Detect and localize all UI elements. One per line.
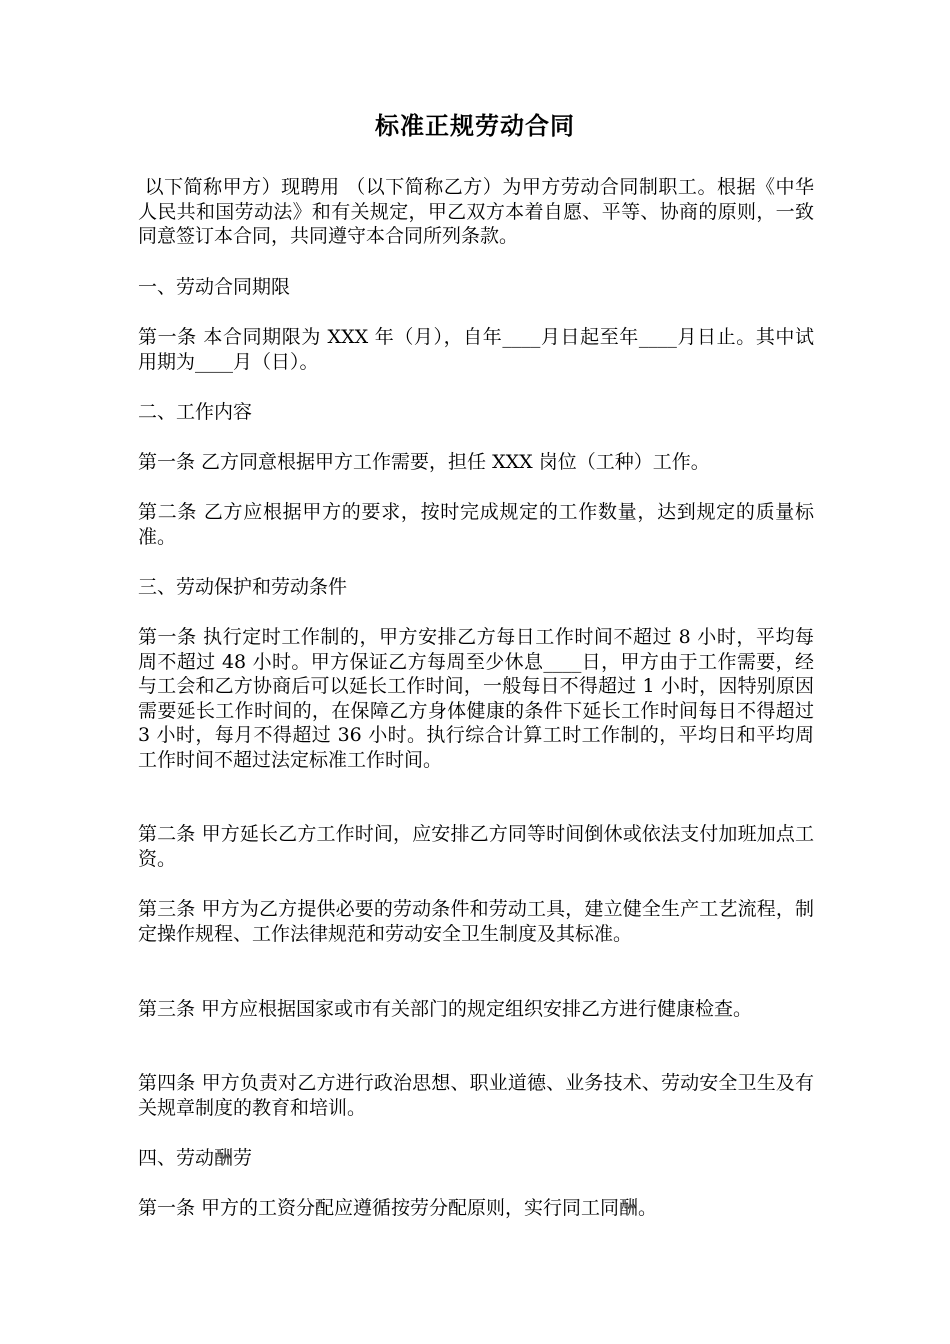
clause-protection-3: 第三条 甲方为乙方提供必要的劳动条件和劳动工具，建立健全生产工艺流程，制定操作规程、工作法律规范和劳动安全卫生制度及其标准。 <box>138 898 814 945</box>
section-heading-protection: 三、劳动保护和劳动条件 <box>138 576 348 598</box>
clause-protection-4: 第三条 甲方应根据国家或市有关部门的规定组织安排乙方进行健康检查。 <box>138 998 753 1020</box>
clause-pay-1: 第一条 甲方的工资分配应遵循按劳分配原则，实行同工同酬。 <box>138 1197 658 1219</box>
section-heading-term: 一、劳动合同期限 <box>138 276 291 298</box>
section-heading-work: 二、工作内容 <box>138 401 253 423</box>
document-title: 标准正规劳动合同 <box>375 111 575 140</box>
clause-protection-5: 第四条 甲方负责对乙方进行政治思想、职业道德、业务技术、劳动安全卫生及有关规章制度的教育和培训。 <box>138 1072 814 1119</box>
intro-paragraph: 以下简称甲方）现聘用 （以下简称乙方）为甲方劳动合同制职工。根据《中华人民共和国劳动法》和有关规定，甲乙双方本着自愿、平等、协商的原则，一致同意签订本合同，共同遵守本合同所列条款。 <box>138 176 814 247</box>
clause-protection-1: 第一条 执行定时工作制的，甲方安排乙方每日工作时间不超过 8 小时，平均每周不超过 48 小时。甲方保证乙方每周至少休息____日，甲方由于工作需要，经与工会和乙方协商后可以延长工作时间，一般每日不得超过 1 小时，因特别原因需要延长工作时间的，在保障乙方身体健康的条件下延长工作时间每日不得超过 3 小时，每月不得超过 36 小时。执行综合计算工时工作制的，平均日和平均周工作时间不超过法定标准工作时间。 <box>138 626 821 771</box>
clause-protection-2: 第二条 甲方延长乙方工作时间，应安排乙方同等时间倒休或依法支付加班加点工资。 <box>138 823 814 870</box>
clause-work-1: 第一条 乙方同意根据甲方工作需要，担任 XXX 岗位（工种）工作。 <box>138 451 710 473</box>
clause-term-1: 第一条 本合同期限为 XXX 年（月），自年____月日起至年____月日止。其中试用期为____月（日）。 <box>138 326 814 373</box>
section-heading-pay: 四、劳动酬劳 <box>138 1147 253 1169</box>
clause-work-2: 第二条 乙方应根据甲方的要求，按时完成规定的工作数量，达到规定的质量标准。 <box>138 501 814 548</box>
